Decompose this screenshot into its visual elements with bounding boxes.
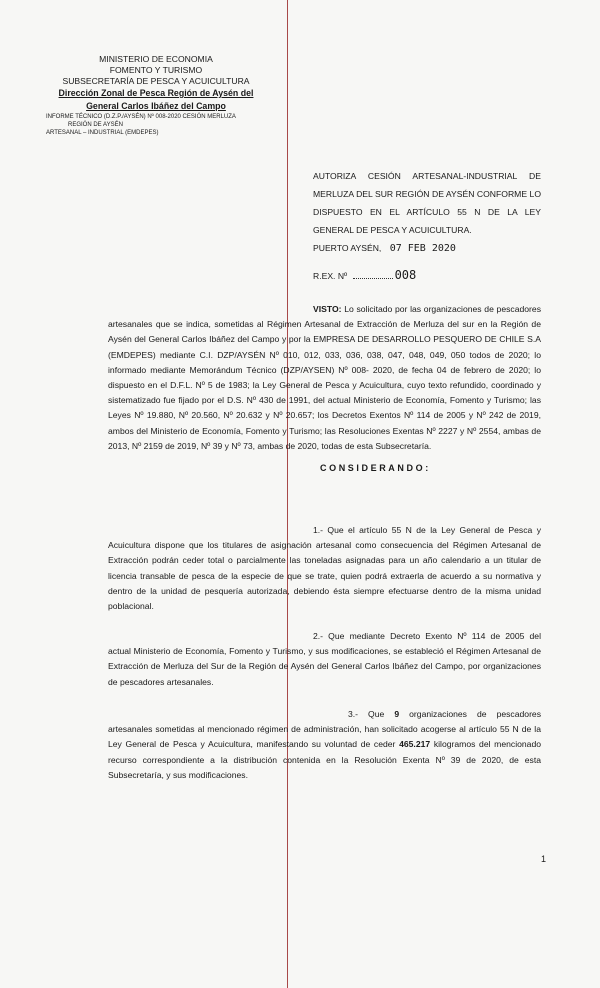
scan-fold-line bbox=[287, 0, 288, 988]
report-type: ARTESANAL – INDUSTRIAL (EMDEPES) bbox=[46, 130, 159, 136]
considerando-heading: CONSIDERANDO: bbox=[320, 463, 431, 473]
zonal-office-region: General Carlos Ibáñez del Campo bbox=[86, 101, 226, 111]
visto-paragraph bbox=[108, 302, 541, 454]
page-number: 1 bbox=[541, 854, 547, 864]
ceded-quantity: 465.217 bbox=[399, 739, 431, 750]
letterhead bbox=[46, 54, 266, 137]
visto-label: VISTO: bbox=[313, 304, 342, 314]
ministry-name: MINISTERIO DE ECONOMIA bbox=[99, 54, 213, 64]
resolution-number-stamp: 008 bbox=[394, 268, 417, 282]
resolution-label: R.EX. Nº bbox=[313, 271, 348, 281]
resolution-title: AUTORIZA CESIÓN ARTESANAL-INDUSTRIAL DE MERLUZA DEL SUR REGIÓN DE AYSÉN CONFORME LO DISPUESTO EN EL ARTÍCULO 55 N DE LA LEY GENERAL DE PESCA Y ACUICULTURA. bbox=[313, 171, 541, 235]
resolution-blank bbox=[353, 278, 393, 279]
undersecretariat-name: SUBSECRETARÍA DE PESCA Y ACUICULTURA bbox=[62, 76, 250, 86]
considerando-2: 2.- Que mediante Decreto Exento Nº 114 de 2005 del actual Ministerio de Economía, Fomento y Turismo, y sus modificaciones, se estableció el Régimen Artesanal de Extracción de Merluza del Sur de la Región de Aysén del General Carlos Ibáñez del Campo, por organizaciones de pescadores artesanales. bbox=[108, 631, 541, 687]
date-stamp: 07 FEB 2020 bbox=[389, 243, 456, 254]
place-date bbox=[313, 243, 456, 254]
report-region: REGIÓN DE AYSÉN bbox=[68, 122, 123, 128]
place: PUERTO AYSÉN, bbox=[313, 243, 382, 253]
zonal-office-name: Dirección Zonal de Pesca Región de Aysén del bbox=[58, 88, 254, 98]
considerando-1: 1.- Que el artículo 55 N de la Ley General de Pesca y Acuicultura dispone que los titulares de asignación artesanal como consecuencia del Régimen Artesanal de Extracción podrán ceder total o parcialmente las toneladas asignadas para un año calendario a un titular de licencia transable de pesca de la especie de que se trate, quien podrá extraerla de acuerdo a su normativa y dentro de la unidad de pesquería autorizada, debiendo ésta siempre efectuarse dentro de la misma unidad poblacional. bbox=[108, 525, 541, 612]
considerando-3: 3.- Que 9 organizaciones de pescadores artesanales sometidas al mencionado régimen de administración, han solicitado acogerse al artículo 55 N de la Ley General de Pesca y Acuicultura, manifestando su voluntad de ceder 465.217 kilogramos del mencionado recurso correspondiente a la distribución contenida en la Resolución Exenta Nº 39 de 2020, de esta Subsecretaría, y sus modificaciones. bbox=[108, 709, 542, 780]
resolution-number bbox=[313, 268, 416, 282]
report-reference: INFORME TÉCNICO (D.Z.P./AYSÉN) Nº 008-2020 CESIÓN MERLUZA bbox=[46, 114, 236, 120]
visto-text: Lo solicitado por las organizaciones de pescadores artesanales que se indica, sometidas al Régimen Artesanal de Extracción de Merluza del sur en la Región de Aysén del General Carlos Ibáñez del Campo y por la EMPRESA DE DESARROLLO PESQUERO DE CHILE S.A (EMDEPES) mediante C.I. DZP/AYSÉN Nº 010, 012, 033, 036, 038, 047, 048, 049, 050 todos de 2020; lo informado mediante Memorándum Técnico (DZP/AYSEN) Nº 008- 2020, de fecha 04 de febrero de 2020; lo dispuesto en el D.F.L. Nº 5 de 1983; la Ley General de Pesca y Acuicultura, cuyo texto refundido, coordinado y sistematizado fue fijado por el D.S. Nº 430 de 1991, del actual Ministerio de Economía, Fomento y Turismo; las Leyes Nº 19.880, Nº 20.560, Nº 20.632 y Nº 20.657; los Decretos Exentos Nº 114 de 2005 y Nº 242 de 2019, ambos del Ministerio de Economía, Fomento y Turismo; las Resoluciones Exentas Nº 2227 y Nº 2554, ambas de 2013, Nº 2159 de 2019, Nº 39 y Nº 73, ambas de 2020, todas de esta Subsecretaría. bbox=[108, 304, 541, 451]
organization-count: 9 bbox=[394, 709, 400, 719]
ministry-name-2: FOMENTO Y TURISMO bbox=[109, 65, 203, 75]
